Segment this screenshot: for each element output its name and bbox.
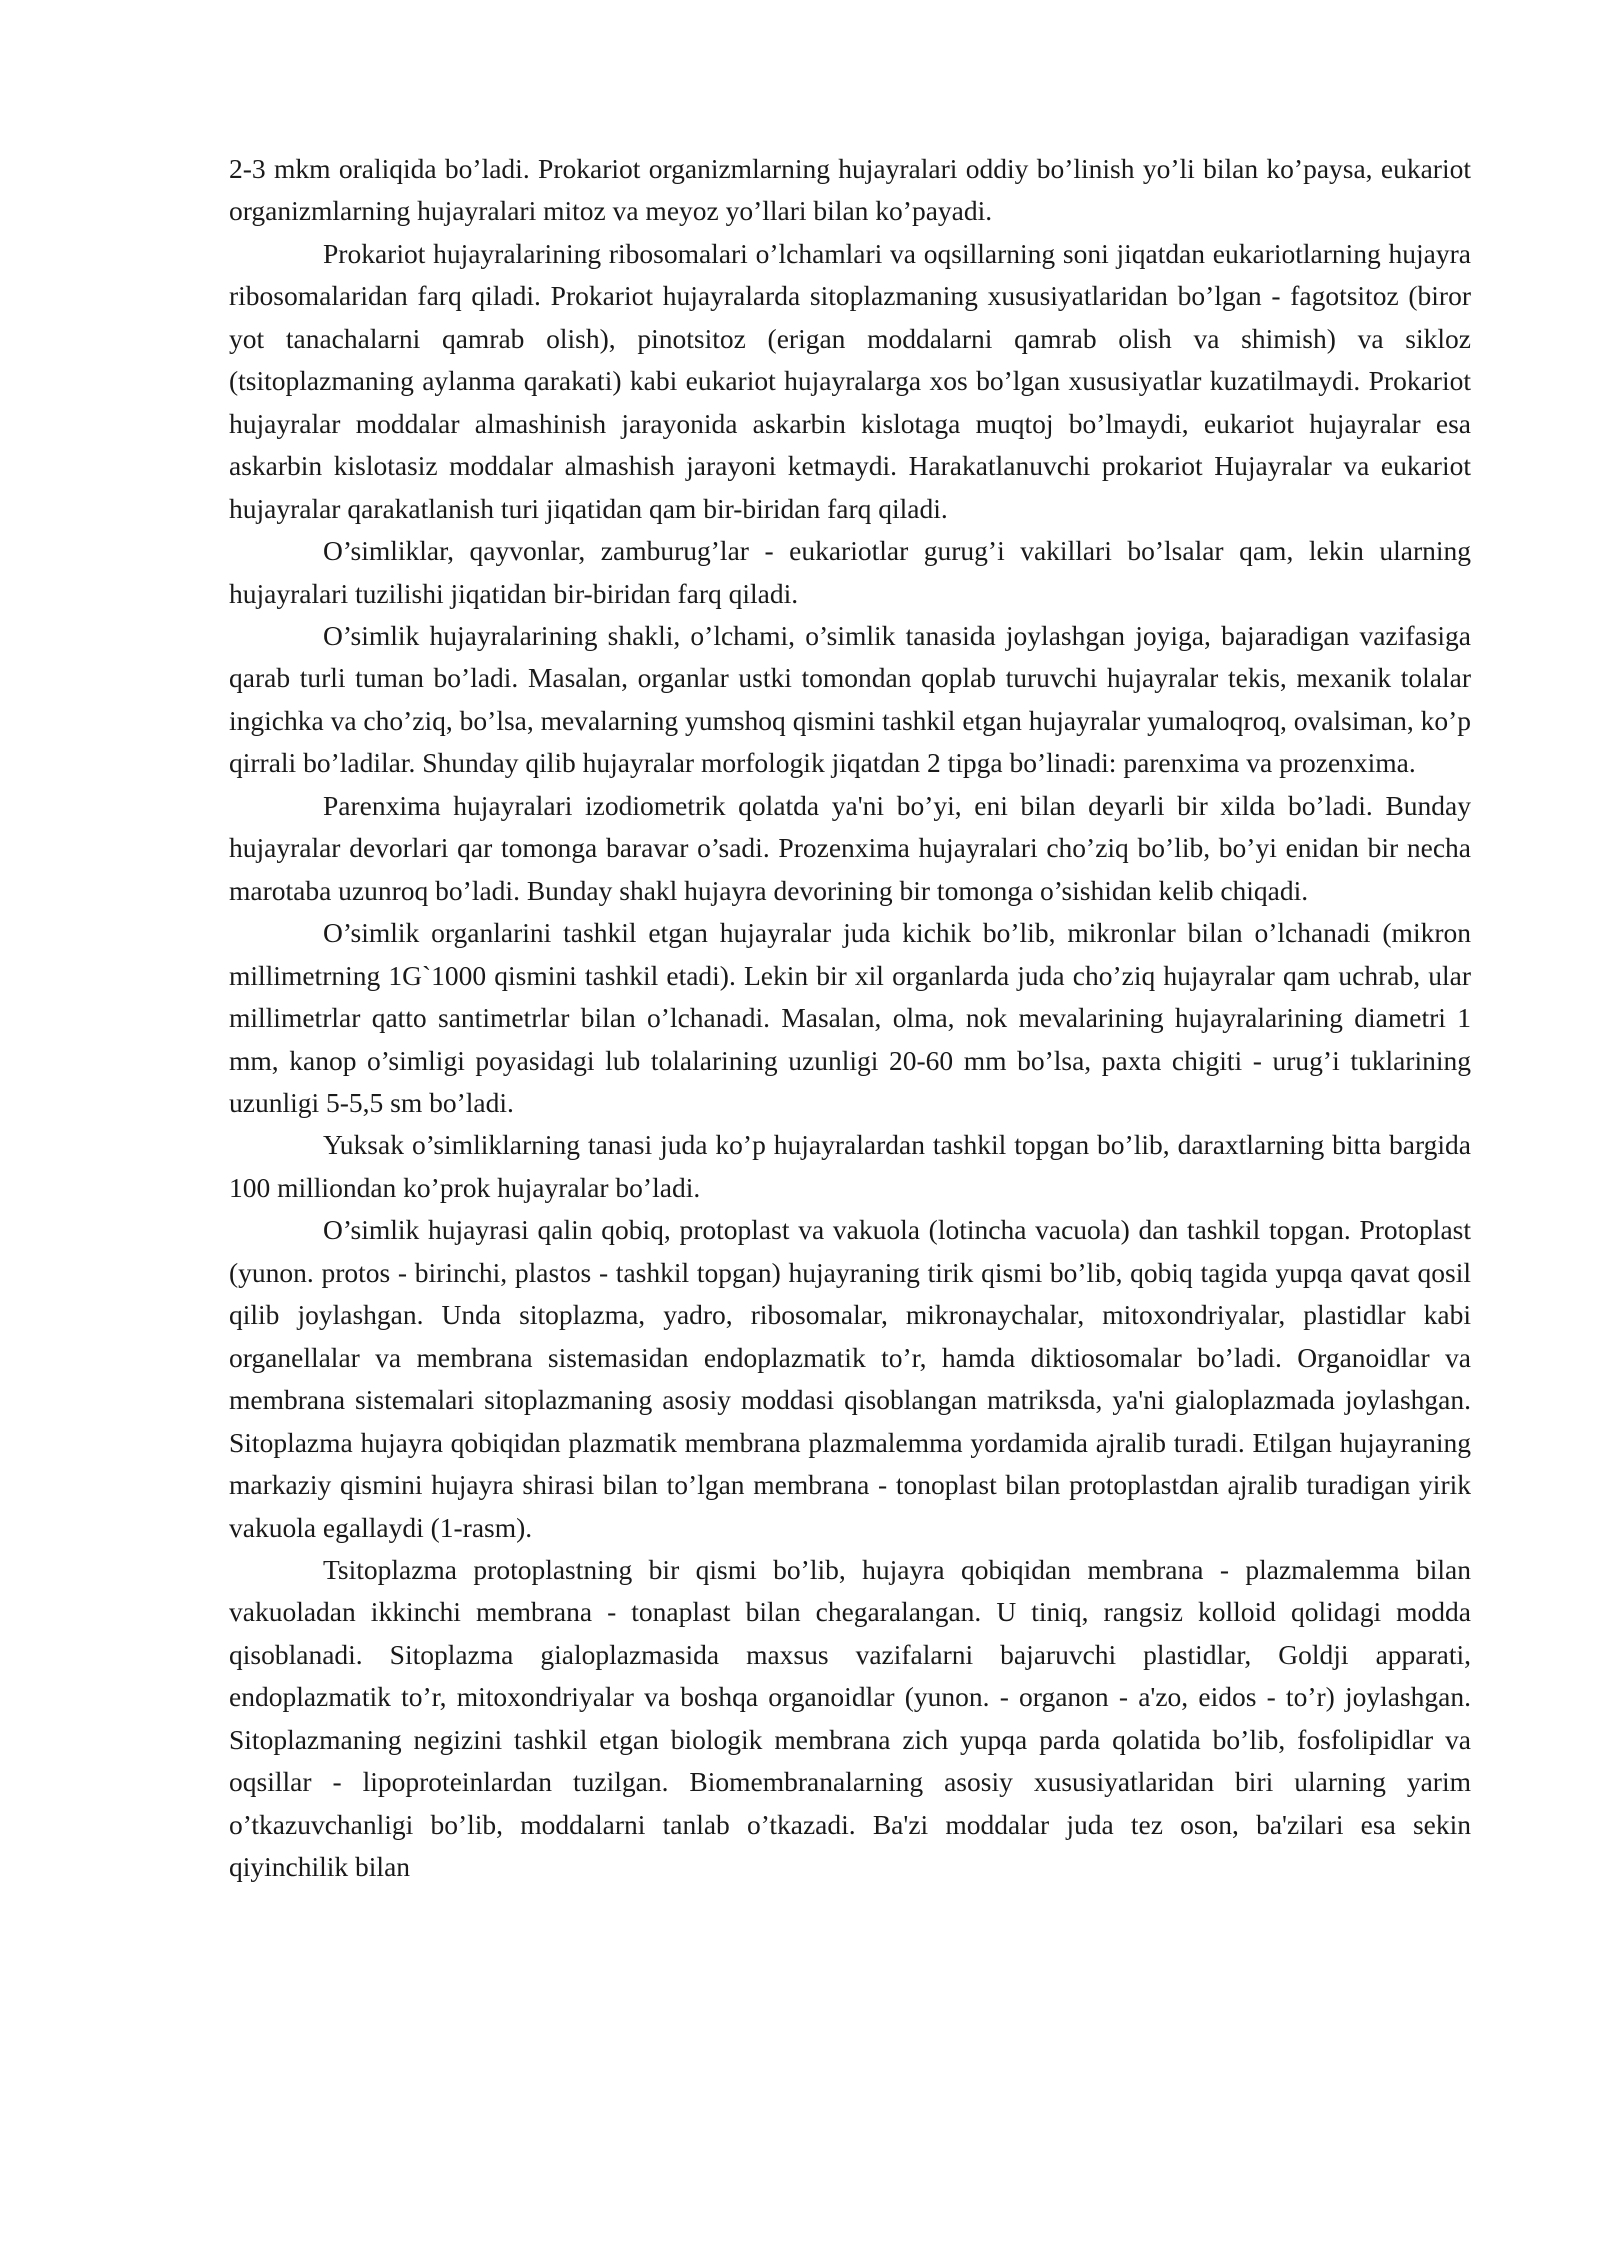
paragraph: Yuksak o’simliklarning tanasi juda ko’p hujayralardan tashkil topgan bo’lib, daraxtlarning bitta bargida 100 milliondan ko’prok hujayralar bo’ladi. (229, 1129, 1471, 1203)
paragraph: Parenxima hujayralari izodiometrik qolatda ya'ni bo’yi, eni bilan deyarli bir xilda bo’ladi. Bunday hujayralar devorlari qar tomonga baravar o’sadi. Prozenxima hujayralari cho’ziq bo’lib, bo’yi enidan bir necha marotaba uzunroq bo’ladi. Bunday shakl hujayra devorining bir tomonga o’sishidan kelib chiqadi. (229, 789, 1471, 906)
paragraph: Tsitoplazma protoplastning bir qismi bo’lib, hujayra qobiqidan membrana - plazmalemma bilan vakuoladan ikkinchi membrana - tonaplast bilan chegaralangan. U tiniq, rangsiz kolloid qolidagi modda qisoblanadi. Sitoplazma gialoplazmasida maxsus vazifalarni bajaruvchi plastidlar, Goldji apparati, endoplazmatik to’r, mitoxondriyalar va boshqa organoidlar (yunon. - organon - a'zo, eidos - to’r) joylashgan. Sitoplazmaning negizini tashkil etgan biologik membrana zich yupqa parda qolatida bo’lib, fosfolipidlar va oqsillar - lipoproteinlardan tuzilgan. Biomembranalarning asosiy xususiyatlaridan biri ularning yarim o’tkazuvchanligi bo’lib, moddalarni tanlab o’tkazadi. Ba'zi moddalar juda tez oson, ba'zilari esa sekin qiyinchilik bilan (229, 1553, 1471, 1883)
paragraph: 2-3 mkm oraliqida bo’ladi. Prokariot organizmlarning hujayralari oddiy bo’linish yo’li bilan ko’paysa, eukariot organizmlarning hujayralari mitoz va meyoz yo’llari bilan ko’payadi. (229, 153, 1471, 227)
paragraph: O’simlik hujayrasi qalin qobiq, protoplast va vakuola (lotincha vacuola) dan tashkil topgan. Protoplast (yunon. protos - birinchi, plastos - tashkil topgan) hujayraning tirik qismi bo’lib, qobiq tagida yupqa qavat qosil qilib joylashgan. Unda sitoplazma, yadro, ribosomalar, mikronaychalar, mitoxondriyalar, plastidlar kabi organellalar va membrana sistemasidan endoplazmatik to’r, hamda diktiosomalar bo’ladi. Organoidlar va membrana sistemalari sitoplazmaning asosiy moddasi qisoblangan matriksda, ya'ni gialoplazmada joylashgan. Sitoplazma hujayra qobiqidan plazmatik membrana plazmalemma yordamida ajralib turadi. Etilgan hujayraning markaziy qismini hujayra shirasi bilan to’lgan membrana - tonoplast bilan protoplastdan ajralib turadigan yirik vakuola egallaydi (1-rasm). (229, 1214, 1471, 1543)
document-body (229, 148, 1471, 1889)
paragraph: O’simliklar, qayvonlar, zamburug’lar - eukariotlar gurug’i vakillari bo’lsalar qam, lekin ularning hujayralari tuzilishi jiqatidan bir-biridan farq qiladi. (229, 535, 1471, 609)
paragraph: O’simlik organlarini tashkil etgan hujayralar juda kichik bo’lib, mikronlar bilan o’lchanadi (mikron millimetrning 1G`1000 qismini tashkil etadi). Lekin bir xil organlarda juda cho’ziq hujayralar qam uchrab, ular millimetrlar qatto santimetrlar bilan o’lchanadi. Masalan, olma, nok mevalarining hujayralarining diametri 1 mm, kanop o’simligi poyasidagi lub tolalarining uzunligi 20-60 mm bo’lsa, paxta chigiti - urug’i tuklarining uzunligi 5-5,5 sm bo’ladi. (229, 917, 1471, 1118)
paragraph: O’simlik hujayralarining shakli, o’lchami, o’simlik tanasida joylashgan joyiga, bajaradigan vazifasiga qarab turli tuman bo’ladi. Masalan, organlar ustki tomondan qoplab turuvchi hujayralar tekis, mexanik tolalar ingichka va cho’ziq, bo’lsa, mevalarning yumshoq qismini tashkil etgan hujayralar yumaloqroq, ovalsiman, ko’p qirrali bo’ladilar. Shunday qilib hujayralar morfologik jiqatdan 2 tipga bo’linadi: parenxima va prozenxima. (229, 619, 1471, 779)
paragraph: Prokariot hujayralarining ribosomalari o’lchamlari va oqsillarning soni jiqatdan eukariotlarning hujayra ribosomalaridan farq qiladi. Prokariot hujayralarda sitoplazmaning xususiyatlaridan bo’lgan - fagotsitoz (biror yot tanachalarni qamrab olish), pinotsitoz (erigan moddalarni qamrab olish va shimish) va sikloz (tsitoplazmaning aylanma qarakati) kabi eukariot hujayralarga xos bo’lgan xususiyatlar kuzatilmaydi. Prokariot hujayralar moddalar almashinish jarayonida askarbin kislotaga muqtoj bo’lmaydi, eukariot hujayralar esa askarbin kislotasiz moddalar almashish jarayoni ketmaydi. Harakatlanuvchi prokariot Hujayralar va eukariot hujayralar qarakatlanish turi jiqatidan qam bir-biridan farq qiladi. (229, 237, 1471, 524)
